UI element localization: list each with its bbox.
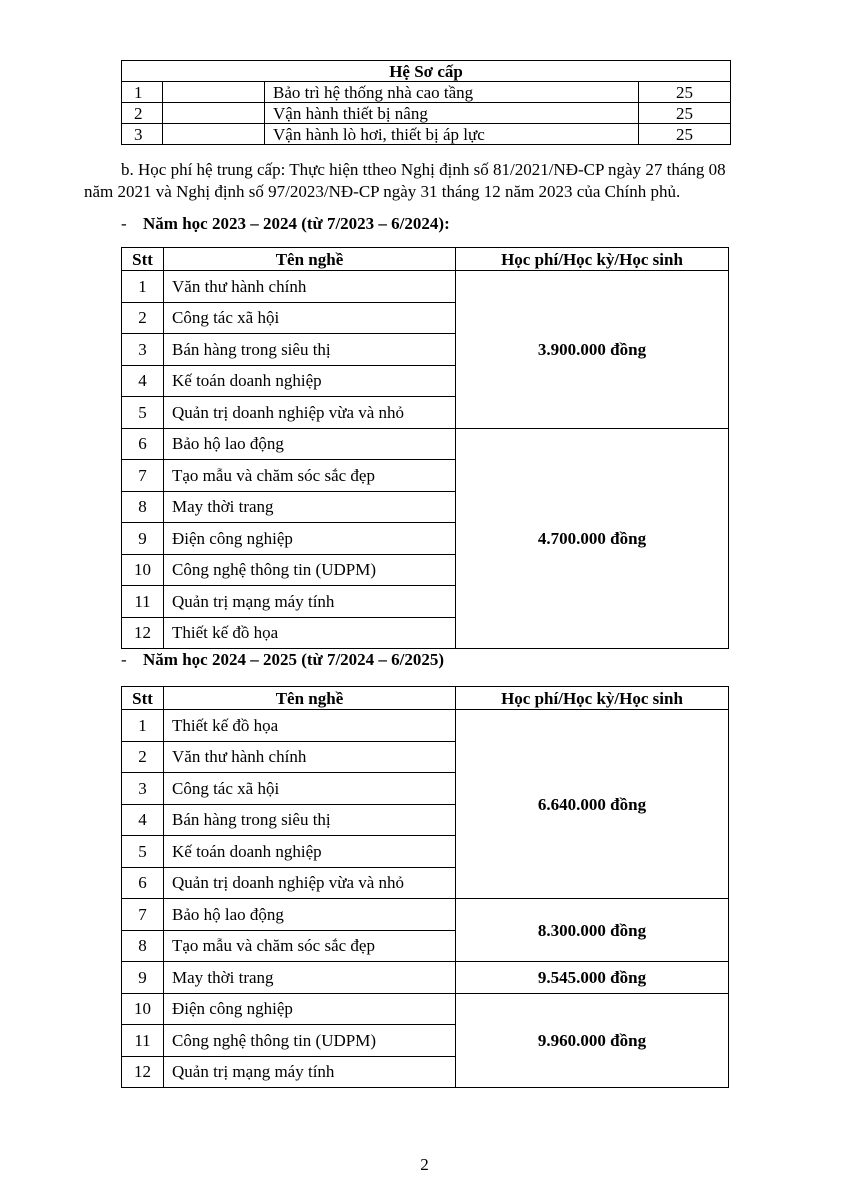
table-row <box>122 993 729 1025</box>
stt-cell: 1 <box>122 710 164 742</box>
stt-cell: 11 <box>122 586 164 618</box>
name-cell: Thiết kế đồ họa <box>164 710 456 742</box>
stt-cell: 9 <box>122 962 164 994</box>
stt-cell: 3 <box>122 773 164 805</box>
fee-cell: 3.900.000 đồng <box>456 271 729 429</box>
table-header-row <box>122 248 729 271</box>
stt-cell: 8 <box>122 930 164 962</box>
stt-cell: 7 <box>122 899 164 931</box>
year1-fee-table <box>121 247 729 649</box>
paragraph-b-line2: năm 2021 và Nghị định số 97/2023/NĐ-CP ngày 31 tháng 12 năm 2023 của Chính phủ. <box>84 182 681 201</box>
year1-title: Năm học 2023 – 2024 (từ 7/2023 – 6/2024): <box>143 214 450 233</box>
name-cell: Kế toán doanh nghiệp <box>164 836 456 868</box>
table-row <box>122 103 731 124</box>
name-cell: Quản trị mạng máy tính <box>164 1056 456 1088</box>
value-cell: 25 <box>639 124 731 145</box>
name-cell: Văn thư hành chính <box>164 741 456 773</box>
name-cell: Tạo mẫu và chăm sóc sắc đẹp <box>164 930 456 962</box>
fee-cell: 9.960.000 đồng <box>456 993 729 1088</box>
stt-cell: 10 <box>122 993 164 1025</box>
col-header-fee: Học phí/Học kỳ/Học sinh <box>456 687 729 710</box>
name-cell: Công nghệ thông tin (UDPM) <box>164 554 456 586</box>
table-row <box>122 899 729 931</box>
stt-cell: 9 <box>122 523 164 555</box>
table-row <box>122 710 729 742</box>
stt-cell: 3 <box>122 124 163 145</box>
table-row <box>122 82 731 103</box>
name-cell: May thời trang <box>164 962 456 994</box>
fee-cell: 8.300.000 đồng <box>456 899 729 962</box>
name-cell: Công tác xã hội <box>164 302 456 334</box>
stt-cell: 12 <box>122 617 164 649</box>
name-cell: Vận hành thiết bị nâng <box>265 103 639 124</box>
name-cell: Công nghệ thông tin (UDPM) <box>164 1025 456 1057</box>
name-cell: Kế toán doanh nghiệp <box>164 365 456 397</box>
year2-title: Năm học 2024 – 2025 (từ 7/2024 – 6/2025) <box>143 650 445 669</box>
fee-cell: 4.700.000 đồng <box>456 428 729 649</box>
name-cell: Quản trị doanh nghiệp vừa và nhỏ <box>164 867 456 899</box>
stt-cell: 2 <box>122 302 164 334</box>
stt-cell: 4 <box>122 365 164 397</box>
stt-cell: 5 <box>122 836 164 868</box>
col-header-name: Tên nghề <box>164 248 456 271</box>
fee-cell: 9.545.000 đồng <box>456 962 729 994</box>
stt-cell: 10 <box>122 554 164 586</box>
stt-cell: 2 <box>122 741 164 773</box>
name-cell: Điện công nghiệp <box>164 993 456 1025</box>
fee-cell: 6.640.000 đồng <box>456 710 729 899</box>
value-cell: 25 <box>639 103 731 124</box>
year1-dash: - <box>121 214 127 233</box>
name-cell: Quản trị mạng máy tính <box>164 586 456 618</box>
empty-cell <box>163 82 265 103</box>
name-cell: Thiết kế đồ họa <box>164 617 456 649</box>
name-cell: Bán hàng trong siêu thị <box>164 334 456 366</box>
col-header-name: Tên nghề <box>164 687 456 710</box>
year2-dash: - <box>121 650 127 669</box>
year2-fee-table <box>121 686 729 1088</box>
col-header-fee: Học phí/Học kỳ/Học sinh <box>456 248 729 271</box>
name-cell: Điện công nghiệp <box>164 523 456 555</box>
name-cell: Bảo hộ lao động <box>164 899 456 931</box>
table-row <box>122 428 729 460</box>
name-cell: Công tác xã hội <box>164 773 456 805</box>
stt-cell: 12 <box>122 1056 164 1088</box>
stt-cell: 8 <box>122 491 164 523</box>
stt-cell: 2 <box>122 103 163 124</box>
page-number: 2 <box>420 1155 429 1174</box>
table-row <box>122 271 729 303</box>
table-row <box>122 962 729 994</box>
empty-cell <box>163 103 265 124</box>
table-header-row <box>122 687 729 710</box>
name-cell: Văn thư hành chính <box>164 271 456 303</box>
so-cap-table <box>121 60 731 145</box>
name-cell: Tạo mẫu và chăm sóc sắc đẹp <box>164 460 456 492</box>
stt-cell: 3 <box>122 334 164 366</box>
so-cap-header: Hệ Sơ cấp <box>122 61 731 82</box>
stt-cell: 6 <box>122 428 164 460</box>
paragraph-b-line1: b. Học phí hệ trung cấp: Thực hiện ttheo Nghị định số 81/2021/NĐ-CP ngày 27 tháng 08 <box>121 160 726 179</box>
value-cell: 25 <box>639 82 731 103</box>
stt-cell: 1 <box>122 82 163 103</box>
stt-cell: 1 <box>122 271 164 303</box>
name-cell: Bán hàng trong siêu thị <box>164 804 456 836</box>
table-row <box>122 124 731 145</box>
stt-cell: 11 <box>122 1025 164 1057</box>
stt-cell: 5 <box>122 397 164 429</box>
name-cell: May thời trang <box>164 491 456 523</box>
name-cell: Quản trị doanh nghiệp vừa và nhỏ <box>164 397 456 429</box>
empty-cell <box>163 124 265 145</box>
col-header-stt: Stt <box>122 687 164 710</box>
name-cell: Bảo trì hệ thống nhà cao tầng <box>265 82 639 103</box>
name-cell: Vận hành lò hơi, thiết bị áp lực <box>265 124 639 145</box>
col-header-stt: Stt <box>122 248 164 271</box>
stt-cell: 6 <box>122 867 164 899</box>
stt-cell: 7 <box>122 460 164 492</box>
stt-cell: 4 <box>122 804 164 836</box>
name-cell: Bảo hộ lao động <box>164 428 456 460</box>
